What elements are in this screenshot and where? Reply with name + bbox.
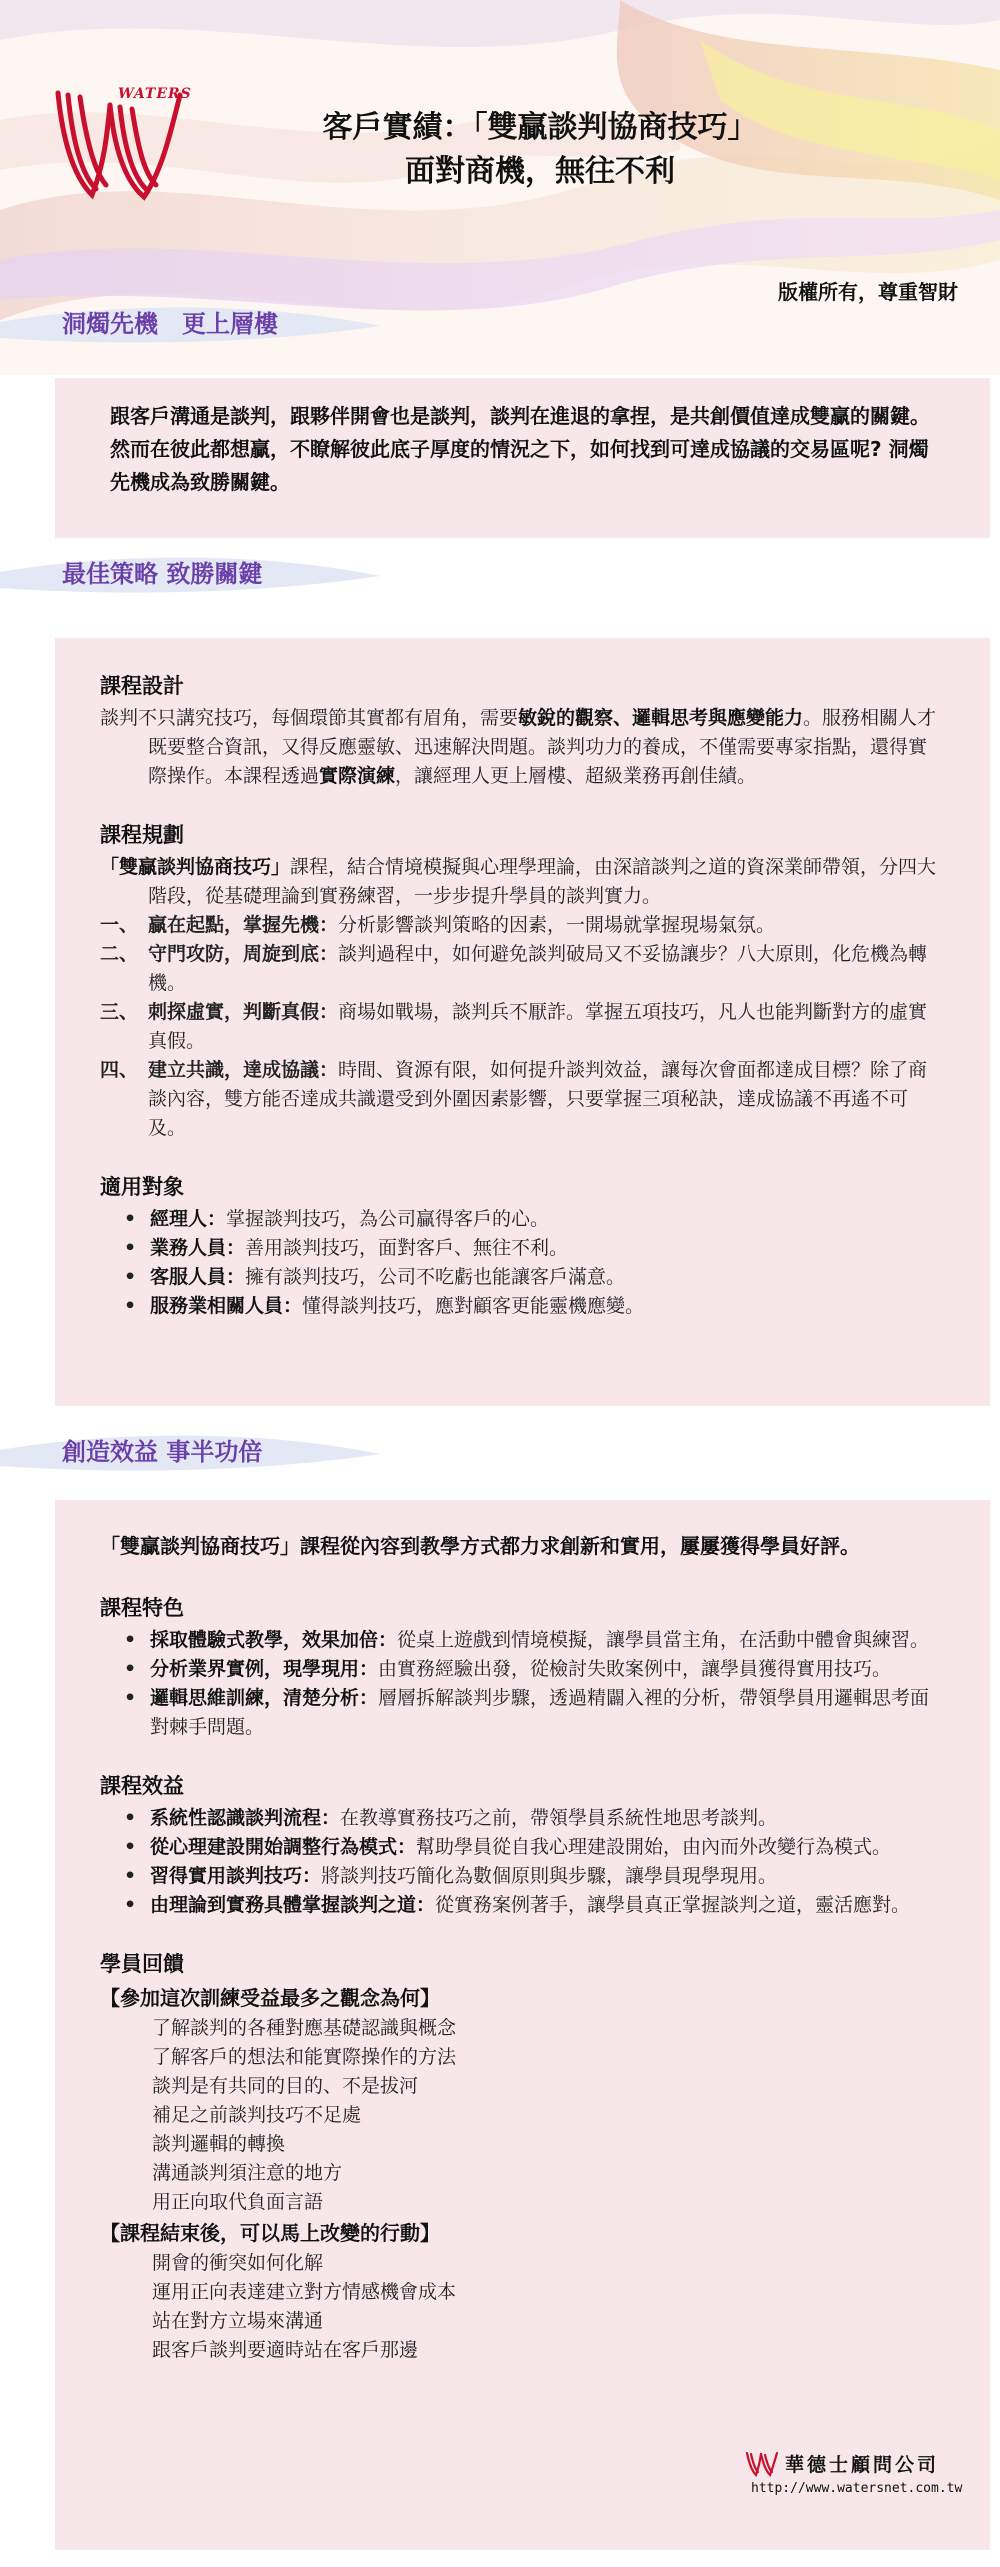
footer-logo [745, 2450, 962, 2496]
effect-panel [55, 1500, 990, 2550]
feedback-answer: 談判邏輯的轉換 [152, 2133, 286, 2155]
benefit-item [124, 1891, 942, 1920]
waters-logo-icon [52, 85, 212, 205]
plan-item [100, 940, 942, 998]
title-line-1: 客戶實績：「雙贏談判協商技巧」 [322, 110, 758, 145]
benefit-heading: 由理論到實務具體掌握談判之道： [150, 1894, 436, 1916]
course-panel [55, 638, 990, 1406]
benefit-heading: 系統性認識談判流程： [150, 1807, 341, 1829]
plan-list [100, 911, 942, 1143]
plan-item-text: 商場如戰場，談判兵不厭詐。掌握五項技巧，凡人也能判斷對方的虛實真假。 [148, 1001, 928, 1052]
intro-text: 跟客戶溝通是談判，跟夥伴開會也是談判，談判在進退的拿捏，是共創價值達成雙贏的關鍵。然而在彼此都想贏，不瞭解彼此底子厚度的情況之下，如何找到可達成協議的交易區呢? 洞燭先機成為致勝關鍵。 [110, 404, 930, 494]
intro-panel [55, 378, 990, 538]
feature-heading: 邏輯思維訓練，清楚分析： [150, 1687, 379, 1709]
logo-text: WATERS [118, 86, 192, 102]
section-heading-1 [0, 292, 420, 352]
benefit-text: 將談判技巧簡化為數個原則與步驟，讓學員現學現用。 [321, 1865, 778, 1887]
section-heading-3 [0, 1420, 420, 1480]
benefit-text: 幫助學員從自我心理建設開始，由內而外改變行為模式。 [416, 1836, 892, 1858]
audience-desc: 擁有談判技巧，公司不吃虧也能讓客戶滿意。 [245, 1266, 626, 1288]
feature-item [124, 1626, 942, 1655]
feedback-answer: 了解客戶的想法和能實際操作的方法 [152, 2046, 457, 2068]
features-list [124, 1626, 942, 1742]
waters-small-logo-icon [745, 2451, 779, 2477]
effect-intro: 「雙贏談判協商技巧」課程從內容到教學方式都力求創新和實用，屢屢獲得學員好評。 [100, 1534, 860, 1558]
benefits-title: 課程效益 [100, 1774, 184, 1798]
plan-item-heading: 贏在起點，掌握先機： [148, 914, 339, 936]
plan-lead-bold: 「雙贏談判協商技巧」 [100, 856, 291, 878]
feature-text: 層層拆解談判步驟，透過精闢入裡的分析，帶領學員用邏輯思考面對棘手問題。 [150, 1687, 930, 1738]
design-text-1: 談判不只講究技巧，每個環節其實都有眉角，需要 [100, 707, 519, 729]
benefit-item [124, 1833, 942, 1862]
feedback-question-1: 【參加這次訓練受益最多之觀念為何】 [100, 1986, 440, 2010]
feedback-answer: 運用正向表達建立對方情感機會成本 [152, 2281, 457, 2303]
plan-item-heading: 建立共識，達成協議： [148, 1059, 339, 1081]
feature-text: 由實務經驗出發，從檢討失敗案例中，讓學員獲得實用技巧。 [378, 1658, 892, 1680]
benefit-heading: 習得實用談判技巧： [150, 1865, 322, 1887]
plan-item-text: 分析影響談判策略的因素，一開場就掌握現場氣氛。 [338, 914, 776, 936]
section-heading-2 [0, 542, 420, 602]
section-heading-1-text: 洞燭先機 更上層樓 [62, 310, 278, 338]
feedback-answer: 溝通談判須注意的地方 [152, 2162, 343, 2184]
benefit-item [124, 1862, 942, 1891]
feedback-answer: 跟客戶談判要適時站在客戶那邊 [152, 2339, 419, 2361]
title-line-2: 面對商機，無往不利 [405, 154, 675, 189]
plan-item-text: 時間、資源有限，如何提升談判效益，讓每次會面都達成目標？除了商談內容，雙方能否達成共識還受到外圍因素影響，只要掌握三項秘訣，達成協議不再遙不可及。 [148, 1059, 928, 1139]
feedback-answers-1 [100, 2014, 942, 2217]
company-url[interactable]: http://www.watersnet.com.tw [751, 2481, 963, 2496]
design-bold-2: 實際演練 [319, 765, 396, 787]
audience-item [124, 1263, 942, 1292]
waters-logo [52, 85, 212, 205]
audience-desc: 掌握談判技巧，為公司贏得客戶的心。 [226, 1208, 550, 1230]
section-heading-3-text: 創造效益 事半功倍 [62, 1438, 263, 1466]
feedback-answer: 補足之前談判技巧不足處 [152, 2104, 362, 2126]
feature-item [124, 1684, 942, 1742]
plan-item [100, 911, 942, 940]
feedback-answer: 用正向取代負面言語 [152, 2191, 324, 2213]
design-title: 課程設計 [100, 674, 184, 698]
design-text-2: 。服務相關人才既要整合資訊，又得反應靈敏、迅速解決問題。談判功力的養成，不僅需要專家指點，還得實際操作。本課程透過 [148, 707, 937, 787]
feedback-title: 學員回饋 [100, 1952, 184, 1976]
audience-role: 業務人員： [150, 1237, 246, 1259]
plan-item-number: 一、 [100, 914, 139, 936]
feature-heading: 分析業界實例，現學現用： [150, 1658, 379, 1680]
plan-item-heading: 守門攻防，周旋到底： [148, 943, 339, 965]
audience-role: 經理人： [150, 1208, 227, 1230]
feature-text: 從桌上遊戲到情境模擬，讓學員當主角，在活動中體會與練習。 [397, 1629, 930, 1651]
audience-item [124, 1234, 942, 1263]
copyright-notice: 版權所有，尊重智財 [778, 280, 958, 304]
feedback-answers-2 [100, 2249, 942, 2365]
design-bold-1: 敏銳的觀察、邏輯思考與應變能力 [518, 707, 804, 729]
audience-role: 客服人員： [150, 1266, 246, 1288]
design-paragraph [100, 704, 942, 791]
plan-item-number: 二、 [100, 943, 139, 965]
audience-desc: 懂得談判技巧，應對顧客更能靈機應變。 [302, 1295, 645, 1317]
audience-desc: 善用談判技巧，面對客戶、無往不利。 [245, 1237, 569, 1259]
section-heading-2-text: 最佳策略 致勝關鍵 [62, 560, 263, 588]
benefit-item [124, 1804, 942, 1833]
feedback-answer: 談判是有共同的目的、不是拔河 [152, 2075, 419, 2097]
company-name: 華德士顧問公司 [785, 2454, 940, 2476]
design-text-3: ，讓經理人更上層樓、超級業務再創佳績。 [395, 765, 757, 787]
plan-item-heading: 刺探虛實，判斷真假： [148, 1001, 339, 1023]
audience-role: 服務業相關人員： [150, 1295, 303, 1317]
plan-item-number: 四、 [100, 1059, 139, 1081]
features-title: 課程特色 [100, 1596, 184, 1620]
feature-heading: 採取體驗式教學，效果加倍： [150, 1629, 398, 1651]
feedback-answer: 站在對方立場來溝通 [152, 2310, 324, 2332]
audience-list [124, 1205, 942, 1321]
plan-item [100, 998, 942, 1056]
benefit-text: 在教導實務技巧之前，帶領學員系統性地思考談判。 [340, 1807, 778, 1829]
feedback-answer: 了解談判的各種對應基礎認識與概念 [152, 2017, 457, 2039]
plan-lead-text: 課程，結合情境模擬與心理學理論，由深諳談判之道的資深業師帶領，分四大階段，從基礎理論到實務練習，一步步提升學員的談判實力。 [148, 856, 937, 907]
audience-item [124, 1292, 942, 1321]
benefits-list [124, 1804, 942, 1920]
plan-item [100, 1056, 942, 1143]
audience-title: 適用對象 [100, 1175, 184, 1199]
plan-title: 課程規劃 [100, 823, 184, 847]
audience-item [124, 1205, 942, 1234]
benefit-heading: 從心理建設開始調整行為模式： [150, 1836, 417, 1858]
feature-item [124, 1655, 942, 1684]
feedback-answer: 開會的衝突如何化解 [152, 2252, 324, 2274]
benefit-text: 從實務案例著手，讓學員真正掌握談判之道，靈活應對。 [435, 1894, 911, 1916]
plan-item-text: 談判過程中，如何避免談判破局又不妥協讓步？八大原則，化危機為轉機。 [148, 943, 928, 994]
feedback-question-2: 【課程結束後，可以馬上改變的行動】 [100, 2221, 440, 2245]
plan-item-number: 三、 [100, 1001, 139, 1023]
page-title [250, 106, 830, 194]
plan-lead [100, 853, 942, 911]
